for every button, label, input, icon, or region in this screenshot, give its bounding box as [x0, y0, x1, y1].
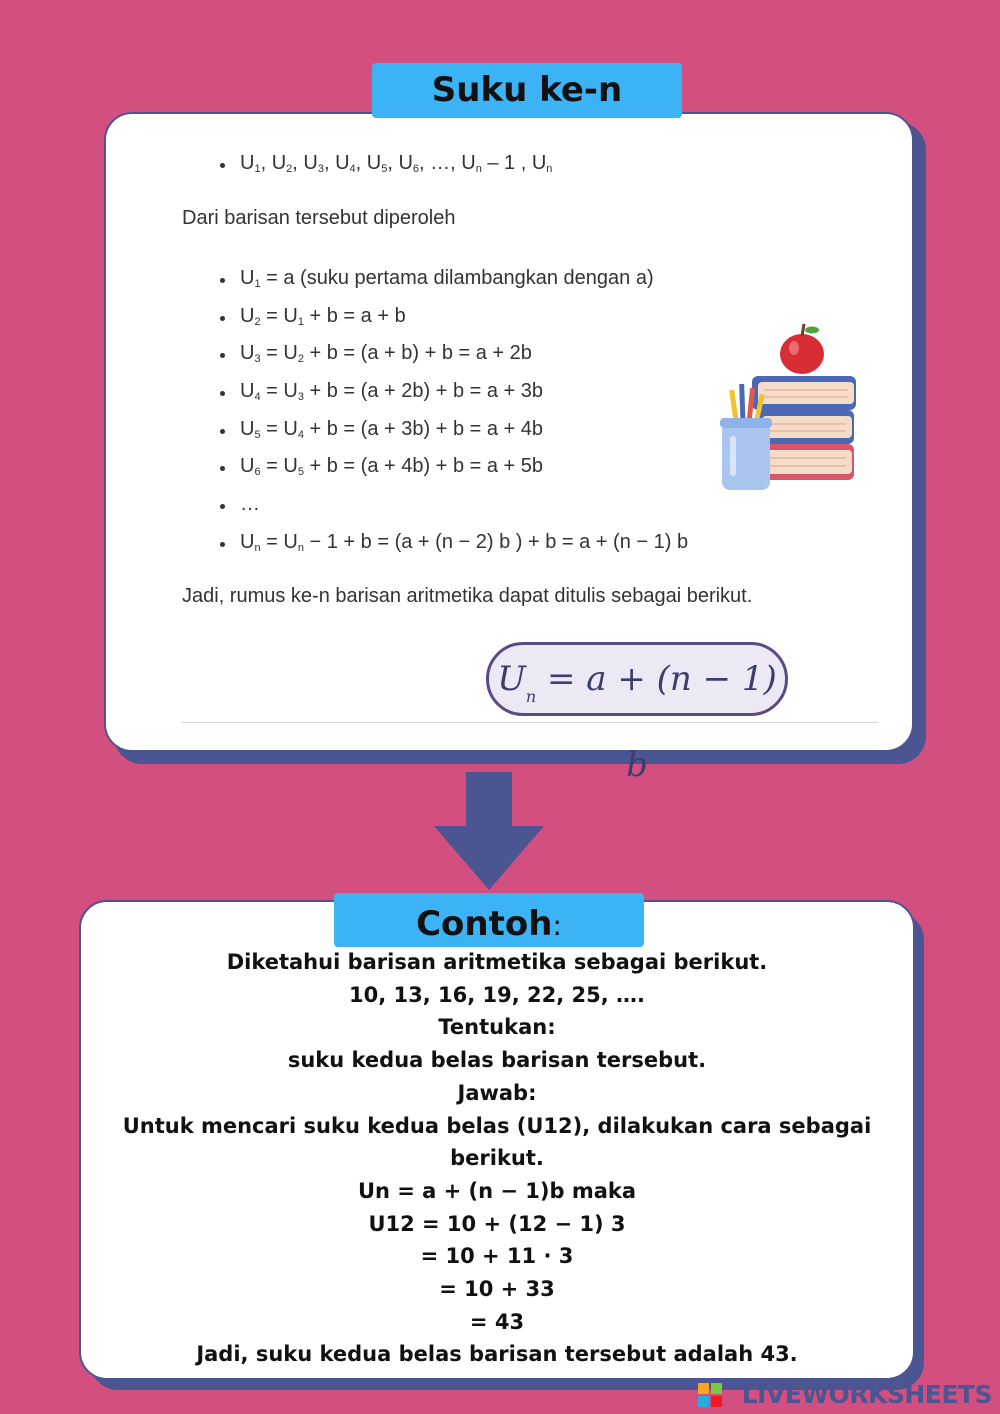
- term: U: [240, 380, 255, 402]
- example-line: Un = a + (n − 1)b maka: [357, 1178, 637, 1203]
- example-line: = 10 + 11 · 3: [420, 1244, 574, 1269]
- example-line: 10, 13, 16, 19, 22, 25, ….: [348, 982, 646, 1007]
- subscript: 5: [381, 163, 388, 175]
- term: U: [240, 455, 255, 477]
- sequence-part: , U: [355, 152, 382, 174]
- subscript: 2: [286, 163, 293, 175]
- sequence-part: , U: [292, 152, 318, 174]
- section-title-suku-ke-n: Suku ke-n: [372, 63, 682, 118]
- bullet: [220, 542, 225, 547]
- example-line: Jawab:: [457, 1080, 537, 1105]
- ellipsis: …: [240, 493, 260, 515]
- formula-lhs-sub: n: [525, 687, 537, 706]
- formula-rhs: = a + (n − 1) b: [536, 659, 777, 785]
- subscript: 4: [297, 429, 304, 441]
- subscript: 2: [254, 316, 261, 328]
- derivation-line: [240, 493, 260, 516]
- divider: [182, 722, 878, 723]
- subscript: 1: [297, 316, 304, 328]
- bullet: [220, 163, 225, 168]
- expression: + b = (a + b) + b = a + 2b: [303, 342, 532, 364]
- term: = U: [260, 342, 298, 364]
- subscript: 1: [254, 163, 261, 175]
- bullet: [220, 353, 225, 358]
- expression: + b = a + b: [303, 305, 406, 327]
- term: U: [240, 531, 255, 553]
- example-line: U12 = 10 + (12 − 1) 3: [368, 1211, 626, 1236]
- subscript: 3: [297, 391, 304, 403]
- derivation-line: [240, 455, 543, 478]
- example-line: = 43: [469, 1309, 525, 1334]
- liveworksheets-logo-icon: [698, 1383, 722, 1407]
- example-line: Untuk mencari suku kedua belas (U12), dilakukan cara sebagai: [122, 1113, 872, 1138]
- bullet: [220, 504, 225, 509]
- expression: − 1 + b = (a + (n − 2) b ) + b = a + (n − 1) b: [303, 531, 689, 553]
- term: = U: [260, 455, 298, 477]
- example-line: Jadi, suku kedua belas barisan tersebut adalah 43.: [196, 1342, 798, 1367]
- sequence-part: , U: [260, 152, 287, 174]
- expression: = a (suku pertama dilambangkan dengan a): [260, 267, 654, 289]
- sequence-part: , …, U: [419, 152, 476, 174]
- sequence-part: U: [240, 152, 255, 174]
- contoh-label: Contoh: [416, 904, 553, 944]
- general-formula: [486, 642, 788, 785]
- term: = U: [260, 418, 298, 440]
- term: U: [240, 342, 255, 364]
- section-title-contoh: [334, 893, 644, 947]
- expression: + b = (a + 3b) + b = a + 4b: [303, 418, 544, 440]
- down-arrow-icon: [466, 772, 512, 828]
- example-line: berikut.: [450, 1146, 544, 1171]
- subscript: n: [546, 163, 553, 175]
- books-apple-icon: [718, 318, 860, 494]
- bullet: [220, 429, 225, 434]
- expression: + b = (a + 4b) + b = a + 5b: [303, 455, 544, 477]
- expression: + b = (a + 2b) + b = a + 3b: [303, 380, 544, 402]
- subscript: 5: [254, 429, 261, 441]
- subscript: 6: [412, 163, 420, 175]
- subscript: n: [475, 163, 482, 175]
- subscript: n: [297, 542, 304, 554]
- term: U: [240, 267, 255, 289]
- subscript: 3: [317, 163, 324, 175]
- contoh-colon: :: [552, 909, 562, 942]
- term: = U: [260, 531, 298, 553]
- derivation-line: [240, 531, 688, 554]
- bullet: [220, 466, 225, 471]
- term: = U: [260, 380, 298, 402]
- subscript: 5: [297, 466, 304, 478]
- example-line: suku kedua belas barisan tersebut.: [287, 1048, 707, 1073]
- sequence-part: , U: [387, 152, 413, 174]
- sequence-line: [240, 152, 552, 175]
- derivation-line: [240, 418, 543, 441]
- formula-lhs: U: [497, 659, 526, 699]
- term: U: [240, 305, 255, 327]
- derivation-line: [240, 342, 532, 365]
- subscript: 4: [254, 391, 261, 403]
- derivation-line: [240, 305, 406, 328]
- subscript: 2: [297, 353, 304, 365]
- derivation-line: [240, 267, 654, 290]
- derivation-line: [240, 380, 543, 403]
- subscript: 3: [254, 353, 261, 365]
- bullet: [220, 391, 225, 396]
- intro-text: Dari barisan tersebut diperoleh: [182, 207, 456, 229]
- example-line: Tentukan:: [438, 1015, 556, 1040]
- example-line: = 10 + 33: [439, 1277, 555, 1302]
- example-body: [79, 946, 915, 1371]
- watermark: LIVEWORKSHEETS: [741, 1380, 992, 1409]
- subscript: 6: [254, 466, 261, 478]
- subscript: 4: [349, 163, 356, 175]
- bullet: [220, 278, 225, 283]
- down-arrow-head: [434, 826, 544, 890]
- term: = U: [260, 305, 298, 327]
- example-line: Diketahui barisan aritmetika sebagai berikut.: [226, 950, 768, 974]
- term: U: [240, 418, 255, 440]
- sequence-part: – 1 , U: [481, 152, 547, 174]
- sequence-part: , U: [323, 152, 350, 174]
- conclusion-text: Jadi, rumus ke-n barisan aritmetika dapat ditulis sebagai berikut.: [182, 585, 753, 607]
- bullet: [220, 316, 225, 321]
- subscript: n: [254, 542, 261, 554]
- subscript: 1: [254, 278, 261, 290]
